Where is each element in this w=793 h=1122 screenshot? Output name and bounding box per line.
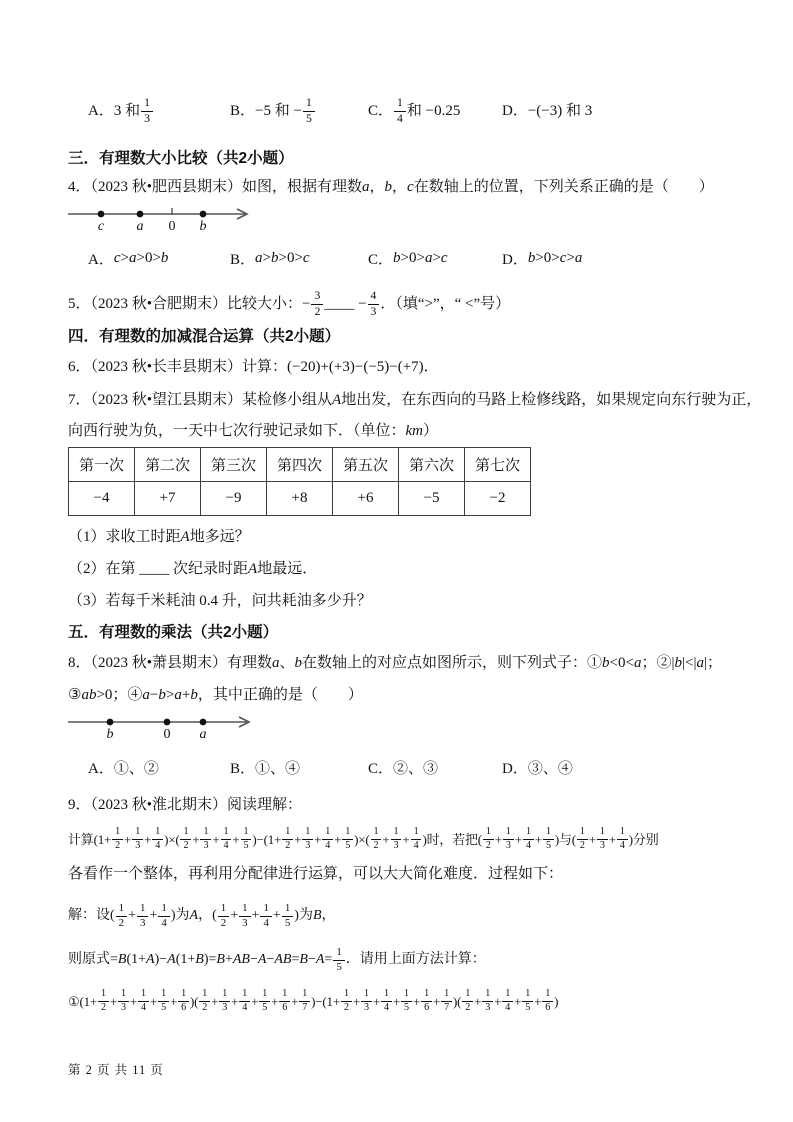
question-7-part3: （3）若每千米耗油 0.4 升，问共耗油多少升？ — [68, 593, 372, 609]
page-footer: 第 2 页 共 11 页 — [68, 1063, 164, 1077]
section-header-multiply: 五．有理数的乘法（共2小题） — [68, 624, 279, 641]
q8-option-c: C．②、③ — [368, 760, 439, 777]
table-value-row — [69, 482, 531, 516]
q4-option-a: A． c > a >0> b — [88, 249, 169, 268]
question-7-part1: （1）求收工时距A地多远？ — [68, 529, 250, 545]
question-8-line2: ③ab>0；④a−b>a+b，其中正确的是（ ） — [68, 687, 363, 703]
number-line-q4 — [68, 205, 328, 243]
question-9-intro: 9．（2023 秋•淮北期末）阅读理解： — [68, 797, 303, 813]
table-header-cell: 第三次 — [201, 448, 267, 482]
q8-option-b: B．①、④ — [230, 760, 301, 777]
q4-option-b: B． a > b >0> c — [230, 249, 310, 268]
point-label-a: a — [136, 219, 144, 234]
question-9-explain-line: 各看作一个整体，再利用分配律进行运算，可以大大简化难度．过程如下： — [68, 866, 564, 882]
question-7-line2: 向西行驶为负，一天中七次行驶记录如下．（单位：km） — [68, 423, 439, 439]
q8-option-d: D．③、④ — [502, 760, 573, 777]
q3-options-row — [68, 88, 725, 134]
q4-option-c: C． b >0> a > c — [368, 249, 448, 268]
question-9-solve-line: 解：设( $\frac{1}{2}$ + $\frac{1}{3}$ + $\frac{1}{4}$ )为 A ，( $\frac{1}{2}$ + $\frac{1}{3}$ + $\frac{1}{4}$ + $\frac{1}{5}$ )为 B ， — [68, 902, 336, 929]
number-line-q8 — [68, 713, 328, 751]
section-header-compare: 三．有理数大小比较（共2小题） — [68, 150, 294, 167]
table-value-cell: +7 — [135, 482, 201, 516]
question-4-text: 4．（2023 秋•肥西县期末）如图，根据有理数a，b，c在数轴上的位置，下列关系正确的是（ ） — [68, 179, 714, 195]
q3-option-c: C． $\frac{1}{4}$ 和 −0.25 — [368, 96, 461, 125]
table-header-cell: 第四次 — [267, 448, 333, 482]
table-header-cell: 第七次 — [465, 448, 531, 482]
table-value-cell: −2 — [465, 482, 531, 516]
question-7-part2: （2）在第 ____ 次纪录时距A地最远． — [68, 561, 318, 577]
question-9-formula-line: 则原式= B (1+ A )− A (1+ B )= B + AB − A − AB = B − A = $\frac{1}{5}$ ．请用上面方法计算： — [68, 946, 486, 973]
point-label-b: b — [106, 727, 114, 742]
travel-record-table — [68, 447, 531, 516]
origin-label: 0 — [168, 219, 176, 234]
q3-option-a: A．3 和 $\frac{1}{3}$ — [88, 97, 230, 125]
question-5-text: 5．（2023 秋•合肥期末）比较大小：− $\frac{3}{2}$ ____ − $\frac{4}{3}$ ．（填“>”，“ <”号） — [68, 289, 511, 318]
point-label-b: b — [199, 219, 207, 234]
table-header-cell: 第二次 — [135, 448, 201, 482]
q8-options-row — [68, 757, 725, 777]
table-value-cell: +8 — [267, 482, 333, 516]
question-9-calc-line: 计算(1+ $\frac{1}{2}$ + $\frac{1}{3}$ + $\frac{1}{4}$ )×( $\frac{1}{2}$ + $\frac{1}{3}$ + $\frac{1}{4}$ + $\frac{1}{5}$ )−(1+ $\frac{1}{2}$ + $\frac{1}{3}$ + $\frac{1}{4}$ + $\frac{1}{5}$ )×( $\frac{1}{2}$ + $\frac{1}{3}$ + $\frac{1}{4}$ )时，若把( $\frac{1}{2}$ + $\frac{1}{3}$ + $\frac{1}{4}$ + $\frac{1}{5}$ )与( $\frac{1}{2}$ + $\frac{1}{3}$ + $\frac{1}{4}$ )分别 — [68, 825, 659, 851]
point-label-c: c — [97, 219, 105, 234]
q3-option-d: D．−(−3) 和 3 — [502, 102, 593, 119]
question-9-item1: ①(1+ $\frac{1}{2}$ + $\frac{1}{3}$ + $\frac{1}{4}$ + $\frac{1}{5}$ + $\frac{1}{6}$ )( $\frac{1}{2}$ + $\frac{1}{3}$ + $\frac{1}{4}$ + $\frac{1}{5}$ + $\frac{1}{6}$ + $\frac{1}{7}$ )−(1+ $\frac{1}{2}$ + $\frac{1}{3}$ + $\frac{1}{4}$ + $\frac{1}{5}$ + $\frac{1}{6}$ + $\frac{1}{7}$ )( $\frac{1}{2}$ + $\frac{1}{3}$ + $\frac{1}{4}$ + $\frac{1}{5}$ + $\frac{1}{6}$ ) — [68, 987, 559, 1013]
table-header-cell: 第一次 — [69, 448, 135, 482]
point-label-a: a — [199, 727, 207, 742]
q8-option-a: A．①、② — [88, 760, 159, 777]
question-6-text: 6．（2023 秋•长丰县期末）计算：(−20)+(+3)−(−5)−(+7)． — [68, 359, 439, 375]
table-value-cell: −5 — [399, 482, 465, 516]
q3-option-b: B．−5 和 − $\frac{1}{5}$ — [230, 97, 368, 125]
question-7-line1: 7．（2023 秋•望江县期末）某检修小组从A地出发，在东西向的马路上检修线路，如果规定向东行驶为正， — [68, 392, 762, 408]
q4-option-d: D． b >0> c > a — [502, 249, 583, 268]
table-value-cell: −9 — [201, 482, 267, 516]
question-8-line1: 8．（2023 秋•萧县期末）有理数a、b在数轴上的对应点如图所示，则下列式子：①b<0<a；②|b|<|a|； — [68, 655, 722, 671]
q4-options-row — [68, 248, 725, 268]
table-header-cell: 第五次 — [333, 448, 399, 482]
table-value-cell: +6 — [333, 482, 399, 516]
section-header-add-sub: 四．有理数的加减混合运算（共2小题） — [68, 328, 341, 345]
table-header-row — [69, 448, 531, 482]
table-value-cell: −4 — [69, 482, 135, 516]
table-header-cell: 第六次 — [399, 448, 465, 482]
origin-label: 0 — [163, 727, 171, 742]
